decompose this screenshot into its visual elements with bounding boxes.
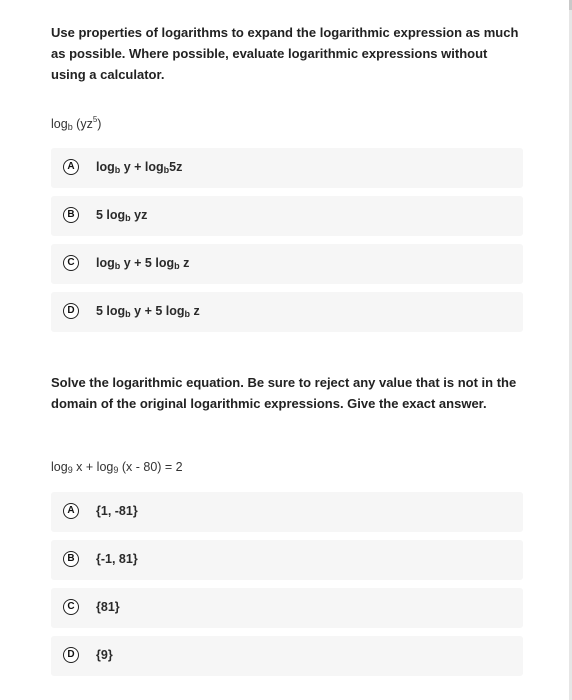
question-1-prompt: Use properties of logarithms to expand the logarithmic expression as much as possible. Where possible, evaluate logarithmic expressions without using a calculator. xyxy=(51,25,519,82)
option-d-label xyxy=(96,304,200,319)
expr-text: (x - 80) = 2 xyxy=(118,460,183,474)
question-2-options xyxy=(51,492,523,684)
option-subscript: b xyxy=(125,309,131,319)
question-1-expression xyxy=(51,115,101,132)
option-a[interactable] xyxy=(51,148,523,188)
option-letter-badge: C xyxy=(63,599,79,615)
option-letter-badge: B xyxy=(63,551,79,567)
option-b-label: {-1, 81} xyxy=(96,552,138,566)
option-letter-badge: B xyxy=(63,207,79,223)
option-subscript: b xyxy=(174,261,180,271)
expr-text: (yz xyxy=(72,117,93,131)
option-text: y + log xyxy=(120,160,164,174)
option-text: y + 5 log xyxy=(130,304,185,318)
option-letter-badge: A xyxy=(63,503,79,519)
option-a-label: {1, -81} xyxy=(96,504,138,518)
expr-superscript: 5 xyxy=(92,115,98,124)
option-text: log xyxy=(96,160,115,174)
expr-text: log xyxy=(51,460,68,474)
expr-subscript: b xyxy=(67,122,73,132)
option-d-label: {9} xyxy=(96,648,113,662)
question-2-prompt: Solve the logarithmic equation. Be sure to reject any value that is not in the domain of the original logarithmic expressions. Give the exact answer. xyxy=(51,375,517,411)
expr-text: x + log xyxy=(72,460,114,474)
option-letter-badge: D xyxy=(63,647,79,663)
option-subscript: b xyxy=(163,165,170,175)
option-a[interactable] xyxy=(51,492,523,532)
option-c[interactable] xyxy=(51,588,523,628)
option-letter-badge: A xyxy=(63,159,79,175)
option-subscript: b xyxy=(184,309,191,319)
option-text: 5 log xyxy=(96,208,126,222)
question-1-options xyxy=(51,148,523,340)
option-text: 5z xyxy=(169,160,183,174)
option-c-label xyxy=(96,256,189,271)
option-text: log xyxy=(96,256,115,270)
option-letter-badge: D xyxy=(63,303,79,319)
question-2 xyxy=(51,372,523,662)
option-text: z xyxy=(190,304,200,318)
expr-text: ) xyxy=(97,117,102,131)
expr-subscript: 9 xyxy=(67,465,73,475)
option-c[interactable] xyxy=(51,244,523,284)
question-1 xyxy=(51,22,523,319)
option-subscript: b xyxy=(114,261,121,271)
option-subscript: b xyxy=(125,213,131,223)
question-2-equation xyxy=(51,460,183,475)
expr-text: log xyxy=(51,117,68,131)
option-b-label xyxy=(96,208,147,223)
option-text: z xyxy=(179,256,190,270)
option-letter-badge: C xyxy=(63,255,79,271)
option-text: 5 log xyxy=(96,304,126,318)
option-a-label xyxy=(96,160,182,175)
option-d[interactable] xyxy=(51,636,523,676)
option-b[interactable] xyxy=(51,196,523,236)
option-b[interactable] xyxy=(51,540,523,580)
option-subscript: b xyxy=(114,165,121,175)
option-text: y + 5 log xyxy=(120,256,175,270)
option-c-label: {81} xyxy=(96,600,120,614)
option-text: yz xyxy=(130,208,148,222)
expr-subscript: 9 xyxy=(113,465,119,475)
option-d[interactable] xyxy=(51,292,523,332)
